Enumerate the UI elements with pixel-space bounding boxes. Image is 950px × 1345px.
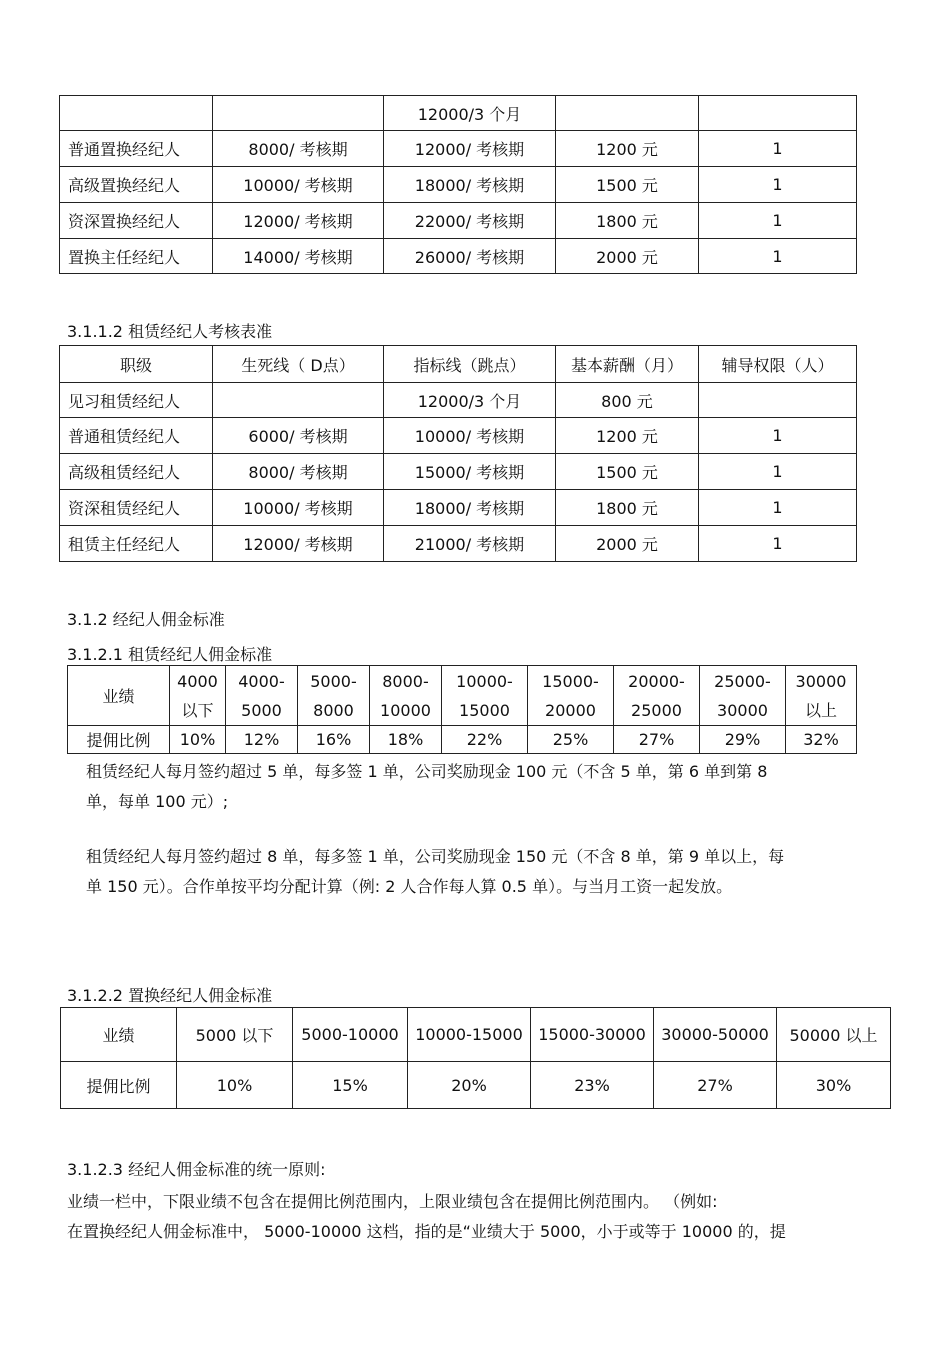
column-header: 基本薪酬（月） [556, 346, 699, 383]
table-cell: 普通租赁经纪人 [60, 418, 213, 454]
table-cell: 租赁主任经纪人 [60, 526, 213, 562]
table-cell: 14000/ 考核期 [213, 239, 384, 274]
rate-cell: 20% [408, 1062, 531, 1109]
range-cell: 5000-10000 [293, 1008, 408, 1062]
table-row [60, 383, 857, 418]
table-cell: 见习租赁经纪人 [60, 383, 213, 418]
rate-cell: 15% [293, 1062, 408, 1109]
section-heading-3121: 3.1.2.1 租赁经纪人佣金标准 [67, 645, 273, 664]
table-row [60, 454, 857, 490]
table-cell: 资深置换经纪人 [60, 203, 213, 239]
column-header: 辅导权限（人） [699, 346, 857, 383]
section-heading-3123: 3.1.2.3 经纪人佣金标准的统一原则: [67, 1160, 326, 1179]
rate-cell: 18% [370, 726, 442, 754]
exchange-commission-table [60, 1007, 891, 1109]
lease-assessment-table [59, 345, 857, 562]
range-cell: 25000- 30000 [700, 666, 786, 726]
rate-cell: 16% [298, 726, 370, 754]
table-cell: 普通置换经纪人 [60, 131, 213, 167]
table-cell: 12000/ 考核期 [384, 131, 556, 167]
table-cell [699, 96, 857, 131]
table-cell: 1 [699, 490, 857, 526]
exchange-assessment-table [59, 95, 857, 274]
range-cell: 5000 以下 [177, 1008, 293, 1062]
table-row [60, 526, 857, 562]
table-cell: 1 [699, 167, 857, 203]
table-cell: 1800 元 [556, 203, 699, 239]
table-cell [60, 96, 213, 131]
table-row [60, 418, 857, 454]
rate-cell: 32% [786, 726, 857, 754]
range-cell: 15000-30000 [531, 1008, 654, 1062]
range-cell: 5000- 8000 [298, 666, 370, 726]
table-cell: 1 [699, 526, 857, 562]
table-cell: 1 [699, 239, 857, 274]
table-row [60, 96, 857, 131]
table-cell [556, 96, 699, 131]
table-cell: 10000/ 考核期 [213, 490, 384, 526]
table-cell: 1 [699, 418, 857, 454]
table-cell [213, 96, 384, 131]
range-cell: 15000- 20000 [528, 666, 614, 726]
table-row [60, 131, 857, 167]
table-cell: 高级置换经纪人 [60, 167, 213, 203]
paragraph-line: 在置换经纪人佣金标准中， 5000-10000 这档，指的是“业绩大于 5000，小于或等于 10000 的，提 [67, 1222, 786, 1241]
rate-cell: 10% [170, 726, 226, 754]
table-cell: 1500 元 [556, 167, 699, 203]
table-row [61, 1008, 891, 1062]
table-cell: 2000 元 [556, 239, 699, 274]
table-cell: 10000/ 考核期 [384, 418, 556, 454]
rate-cell: 27% [654, 1062, 777, 1109]
table-cell: 8000/ 考核期 [213, 131, 384, 167]
table-cell: 置换主任经纪人 [60, 239, 213, 274]
table-header-row [60, 346, 857, 383]
range-cell: 10000- 15000 [442, 666, 528, 726]
range-cell: 50000 以上 [777, 1008, 891, 1062]
range-cell: 30000-50000 [654, 1008, 777, 1062]
table-row [68, 666, 857, 726]
table-cell: 1 [699, 454, 857, 490]
lease-bonus-paragraph-2 [86, 842, 784, 902]
table-cell: 10000/ 考核期 [213, 167, 384, 203]
table-cell: 18000/ 考核期 [384, 490, 556, 526]
row-label: 业绩 [68, 666, 170, 726]
rate-cell: 23% [531, 1062, 654, 1109]
column-header: 职级 [60, 346, 213, 383]
table-cell: 12000/3 个月 [384, 96, 556, 131]
range-cell: 4000- 5000 [226, 666, 298, 726]
paragraph-line: 业绩一栏中，下限业绩不包含在提佣比例范围内，上限业绩包含在提佣比例范围内。 （例如: [67, 1192, 718, 1211]
table-cell: 1500 元 [556, 454, 699, 490]
range-cell: 20000- 25000 [614, 666, 700, 726]
table-cell: 高级租赁经纪人 [60, 454, 213, 490]
rate-cell: 30% [777, 1062, 891, 1109]
table-cell: 1 [699, 203, 857, 239]
paragraph-line: 租赁经纪人每月签约超过 8 单，每多签 1 单，公司奖励现金 150 元（不含 8 单，第 9 单以上，每 [86, 847, 785, 866]
table-cell: 21000/ 考核期 [384, 526, 556, 562]
table-cell: 12000/3 个月 [384, 383, 556, 418]
paragraph-line: 单，每单 100 元）; [86, 792, 229, 811]
column-header: 指标线（跳点） [384, 346, 556, 383]
rate-cell: 27% [614, 726, 700, 754]
table-cell [213, 383, 384, 418]
table-row [61, 1062, 891, 1109]
section-heading-312: 3.1.2 经纪人佣金标准 [67, 610, 225, 629]
table-cell: 22000/ 考核期 [384, 203, 556, 239]
table-cell: 15000/ 考核期 [384, 454, 556, 490]
column-header: 生死线（ D点） [213, 346, 384, 383]
lease-commission-table [67, 665, 857, 754]
paragraph-line: 租赁经纪人每月签约超过 5 单，每多签 1 单，公司奖励现金 100 元（不含 5 单，第 6 单到第 8 [86, 762, 768, 781]
table-cell: 2000 元 [556, 526, 699, 562]
rate-cell: 12% [226, 726, 298, 754]
row-label: 业绩 [61, 1008, 177, 1062]
table-cell: 6000/ 考核期 [213, 418, 384, 454]
table-cell [699, 383, 857, 418]
table-cell: 18000/ 考核期 [384, 167, 556, 203]
section-heading-3122: 3.1.2.2 置换经纪人佣金标准 [67, 986, 273, 1005]
range-cell: 4000 以下 [170, 666, 226, 726]
table-row [60, 239, 857, 274]
section-heading-3112: 3.1.1.2 租赁经纪人考核表准 [67, 322, 273, 341]
table-row [60, 203, 857, 239]
lease-bonus-paragraph-1 [86, 757, 767, 817]
table-cell: 12000/ 考核期 [213, 526, 384, 562]
row-label: 提佣比例 [61, 1062, 177, 1109]
rate-cell: 29% [700, 726, 786, 754]
table-cell: 12000/ 考核期 [213, 203, 384, 239]
table-cell: 1800 元 [556, 490, 699, 526]
unified-principle-paragraph [67, 1187, 786, 1247]
table-cell: 26000/ 考核期 [384, 239, 556, 274]
row-label: 提佣比例 [68, 726, 170, 754]
range-cell: 8000- 10000 [370, 666, 442, 726]
table-cell: 1200 元 [556, 418, 699, 454]
table-cell: 资深租赁经纪人 [60, 490, 213, 526]
range-cell: 30000 以上 [786, 666, 857, 726]
table-cell: 1 [699, 131, 857, 167]
table-row [60, 167, 857, 203]
table-row [60, 490, 857, 526]
paragraph-line: 单 150 元）。合作单按平均分配计算（例: 2 人合作每人算 0.5 单）。与当月工资一起发放。 [86, 877, 733, 896]
table-row [68, 726, 857, 754]
rate-cell: 25% [528, 726, 614, 754]
rate-cell: 10% [177, 1062, 293, 1109]
table-cell: 800 元 [556, 383, 699, 418]
range-cell: 10000-15000 [408, 1008, 531, 1062]
rate-cell: 22% [442, 726, 528, 754]
table-cell: 8000/ 考核期 [213, 454, 384, 490]
table-cell: 1200 元 [556, 131, 699, 167]
